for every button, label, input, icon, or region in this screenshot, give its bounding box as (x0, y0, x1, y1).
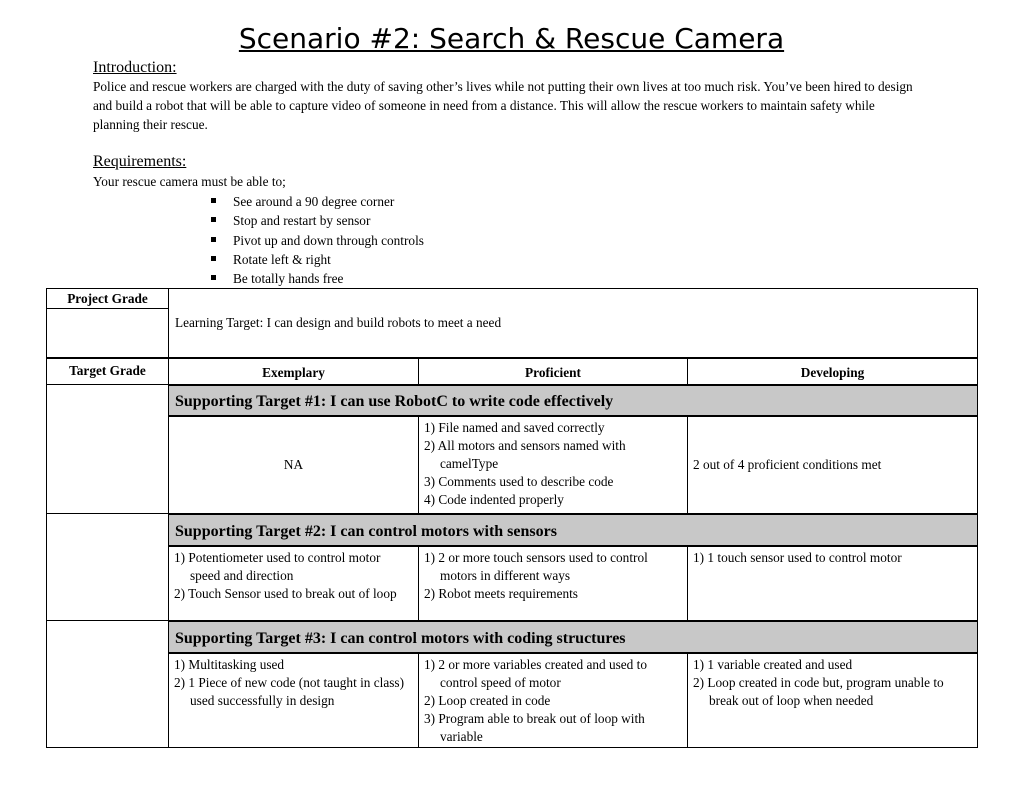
developing-cell (688, 546, 978, 621)
criterion-item: 3) Program able to break out of loop with variable (424, 710, 645, 744)
criterion-item: 2) Loop created in code (424, 692, 551, 708)
requirements-lead: Your rescue camera must be able to; (93, 174, 286, 189)
criterion-item: 1) Multitasking used (174, 656, 285, 672)
column-header-developing: Developing (688, 358, 978, 385)
criterion-item: 4) Code indented properly (424, 491, 564, 507)
requirements-heading: Requirements: (93, 153, 187, 170)
criterion-item: 1) File named and saved correctly (424, 419, 605, 435)
developing-cell: 2 out of 4 proficient conditions met (688, 416, 978, 514)
introduction-text: Police and rescue workers are charged with the duty of saving other’s lives while not putting their own lives at too much risk. You’ve been hired to design and build a robot that will be able to capture video of someone in need from a distance. This will allow the rescue workers to maintain safety while planning their rescue. (93, 79, 913, 132)
criterion-item: 1) 2 or more touch sensors used to control motors in different ways (424, 549, 648, 583)
criterion-item: 3) Comments used to describe code (424, 473, 614, 489)
supporting-target-title: Supporting Target #1: I can use RobotC to write code effectively (169, 385, 978, 416)
project-grade-cell (47, 309, 169, 358)
developing-cell (688, 653, 978, 748)
criterion-item: 2) Robot meets requirements (424, 585, 578, 601)
exemplary-cell: NA (169, 416, 419, 514)
rubric-table (46, 288, 978, 748)
criterion-item: 1) Potentiometer used to control motor speed and direction (174, 549, 381, 583)
criterion-item: 2) 1 Piece of new code (not taught in class) used successfully in design (174, 674, 405, 708)
column-header-proficient: Proficient (419, 358, 688, 385)
criterion-item: 1) 1 touch sensor used to control motor (693, 549, 902, 565)
exemplary-cell (169, 653, 419, 748)
requirement-item: Stop and restart by sensor (210, 211, 424, 230)
requirements-list (210, 192, 424, 288)
project-grade-label: Project Grade (47, 289, 169, 309)
page-title: Scenario #2: Search & Rescue Camera (238, 22, 785, 55)
requirement-item: See around a 90 degree corner (210, 192, 424, 211)
criterion-item: 1) 1 variable created and used (693, 656, 853, 672)
target-grade-cell (47, 621, 169, 748)
proficient-cell (419, 653, 688, 748)
criterion-item: 2) All motors and sensors named with camelType (424, 437, 626, 471)
proficient-cell (419, 416, 688, 514)
proficient-cell (419, 546, 688, 621)
requirement-item: Be totally hands free (210, 269, 424, 288)
introduction-heading: Introduction: (93, 59, 177, 76)
criterion-item: 2) Touch Sensor used to break out of loop (174, 585, 397, 601)
supporting-target-title: Supporting Target #3: I can control motors with coding structures (169, 621, 978, 653)
learning-target: Learning Target: I can design and build robots to meet a need (169, 289, 978, 358)
target-grade-cell (47, 514, 169, 621)
column-header-exemplary: Exemplary (169, 358, 419, 385)
criterion-item: 2) Loop created in code but, program unable to break out of loop when needed (693, 674, 944, 708)
criterion-item: 1) 2 or more variables created and used to control speed of motor (424, 656, 648, 690)
supporting-target-title: Supporting Target #2: I can control motors with sensors (169, 514, 978, 546)
exemplary-cell (169, 546, 419, 621)
target-grade-cell (47, 385, 169, 514)
target-grade-label: Target Grade (47, 358, 169, 385)
requirement-item: Rotate left & right (210, 250, 424, 269)
requirement-item: Pivot up and down through controls (210, 231, 424, 250)
